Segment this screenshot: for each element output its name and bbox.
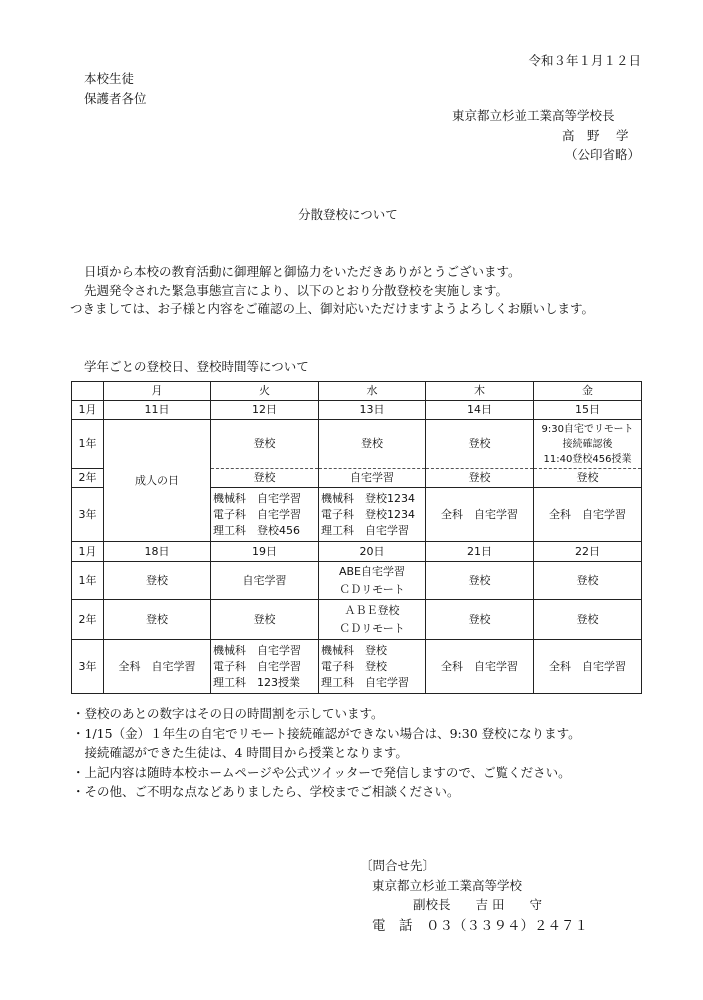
table-header-row [72, 382, 642, 401]
body-paragraph-3: つきましては、お子様と内容をご確認の上、御対応いただけますようよろしくお願いします。 [70, 301, 595, 316]
schedule-cell [319, 640, 426, 694]
schedule-cell: 登校 [534, 469, 642, 488]
week2-grade2-row [72, 600, 642, 640]
cell-line: 11:40登校456授業 [543, 453, 632, 465]
schedule-cell [319, 488, 426, 542]
schedule-cell [211, 640, 319, 694]
holiday-cell: 成人の日 [104, 420, 211, 542]
week2-grade3-row [72, 640, 642, 694]
schedule-cell: 登校 [534, 600, 642, 640]
schedule-cell [319, 562, 426, 600]
cell-line: ABE自宅学習 [338, 564, 406, 578]
sender-name: 高 野 学 [562, 128, 629, 143]
schedule-table [71, 381, 642, 694]
note-item: 接続確認ができた生徒は、4 時間目から授業となります。 [72, 745, 408, 760]
grade-label: 2年 [72, 600, 104, 640]
date-cell: 22日 [534, 542, 642, 562]
cell-line: ＣＤリモート [339, 621, 405, 635]
cell-line: 理工科 123授業 [213, 675, 300, 689]
recipient-students: 本校生徒 [84, 71, 135, 86]
cell-line: 理工科 登校456 [213, 523, 300, 537]
note-item: ・その他、ご不明な点などありましたら、学校までご相談ください。 [72, 784, 460, 799]
week1-date-row [72, 401, 642, 420]
schedule-cell [534, 420, 642, 469]
schedule-cell: 登校 [426, 562, 534, 600]
schedule-cell: 登校 [426, 469, 534, 488]
cell-line: 電子科 自宅学習 [213, 507, 301, 521]
schedule-cell: 登校 [319, 420, 426, 469]
grade-label: 3年 [72, 488, 104, 542]
cell-line: 電子科 自宅学習 [213, 659, 301, 673]
cell-line: 電子科 登校 [321, 659, 387, 673]
seal-omitted: （公印省略） [565, 147, 641, 162]
document-title: 分散登校について [298, 207, 398, 222]
schedule-cell: 登校 [426, 420, 534, 469]
schedule-cell: 登校 [211, 600, 319, 640]
cell-line: 機械科 登校 [321, 643, 387, 657]
day-header: 金 [534, 382, 642, 401]
cell-line: 理工科 自宅学習 [321, 523, 409, 537]
schedule-cell: 登校 [534, 562, 642, 600]
day-header: 月 [104, 382, 211, 401]
cell-line: 機械科 登校1234 [321, 491, 415, 505]
grade-label: 2年 [72, 469, 104, 488]
month-cell: 1月 [72, 401, 104, 420]
week2-date-row [72, 542, 642, 562]
cell-line: 理工科 自宅学習 [321, 675, 409, 689]
body-paragraph-2: 先週発令された緊急事態宣言により、以下のとおり分散登校を実施します。 [84, 283, 509, 298]
grade-label: 1年 [72, 420, 104, 469]
day-header: 火 [211, 382, 319, 401]
cell-line: 接続確認後 [562, 438, 613, 450]
schedule-cell: 登校 [426, 600, 534, 640]
month-cell: 1月 [72, 542, 104, 562]
recipient-guardians: 保護者各位 [84, 91, 147, 106]
date-cell: 13日 [319, 401, 426, 420]
date-cell: 11日 [104, 401, 211, 420]
corner-cell [72, 382, 104, 401]
schedule-cell: 登校 [104, 600, 211, 640]
cell-line: 電子科 登校1234 [321, 507, 415, 521]
schedule-cell: 登校 [104, 562, 211, 600]
date-cell: 15日 [534, 401, 642, 420]
schedule-cell: 自宅学習 [211, 562, 319, 600]
schedule-cell [319, 600, 426, 640]
sender-school: 東京都立杉並工業高等学校長 [452, 108, 615, 123]
schedule-cell: 全科 自宅学習 [534, 488, 642, 542]
date-cell: 12日 [211, 401, 319, 420]
body-paragraph-1: 日頃から本校の教育活動に御理解と御協力をいただきありがとうございます。 [84, 264, 521, 279]
note-item: ・上記内容は随時本校ホームページや公式ツイッターで発信しますので、ご覧ください。 [72, 765, 571, 780]
date-cell: 18日 [104, 542, 211, 562]
date-cell: 21日 [426, 542, 534, 562]
contact-heading: 〔問合せ先〕 [360, 858, 436, 873]
grade-label: 3年 [72, 640, 104, 694]
cell-line: 機械科 自宅学習 [213, 491, 301, 505]
schedule-cell: 登校 [211, 420, 319, 469]
day-header: 木 [426, 382, 534, 401]
cell-line: 機械科 自宅学習 [213, 643, 301, 657]
grade-label: 1年 [72, 562, 104, 600]
date-cell: 20日 [319, 542, 426, 562]
cell-line: 9:30自宅でリモート [541, 423, 634, 435]
table-caption: 学年ごとの登校日、登校時間等について [84, 359, 309, 374]
date-cell: 14日 [426, 401, 534, 420]
cell-line: ＣＤリモート [339, 582, 405, 596]
day-header: 水 [319, 382, 426, 401]
week1-grade1-row [72, 420, 642, 469]
contact-school: 東京都立杉並工業高等学校 [372, 878, 523, 893]
contact-phone: 電 話 ０３（３３９４）２４７１ [372, 918, 588, 934]
schedule-cell: 全科 自宅学習 [534, 640, 642, 694]
schedule-cell: 全科 自宅学習 [426, 488, 534, 542]
note-item: ・1/15（金）１年生の自宅でリモート接続確認ができない場合は、9:30 登校になります。 [72, 726, 581, 741]
schedule-cell: 自宅学習 [319, 469, 426, 488]
cell-line: ＡＢＥ登校 [344, 603, 400, 617]
contact-vice-principal: 副校長 吉 田 守 [413, 897, 542, 912]
note-item: ・登校のあとの数字はその日の時間割を示しています。 [72, 706, 384, 721]
week2-grade1-row [72, 562, 642, 600]
schedule-cell [211, 488, 319, 542]
date-cell: 19日 [211, 542, 319, 562]
schedule-cell: 全科 自宅学習 [426, 640, 534, 694]
schedule-cell: 全科 自宅学習 [104, 640, 211, 694]
document-date: 令和３年１月１２日 [528, 53, 641, 68]
schedule-cell: 登校 [211, 469, 319, 488]
